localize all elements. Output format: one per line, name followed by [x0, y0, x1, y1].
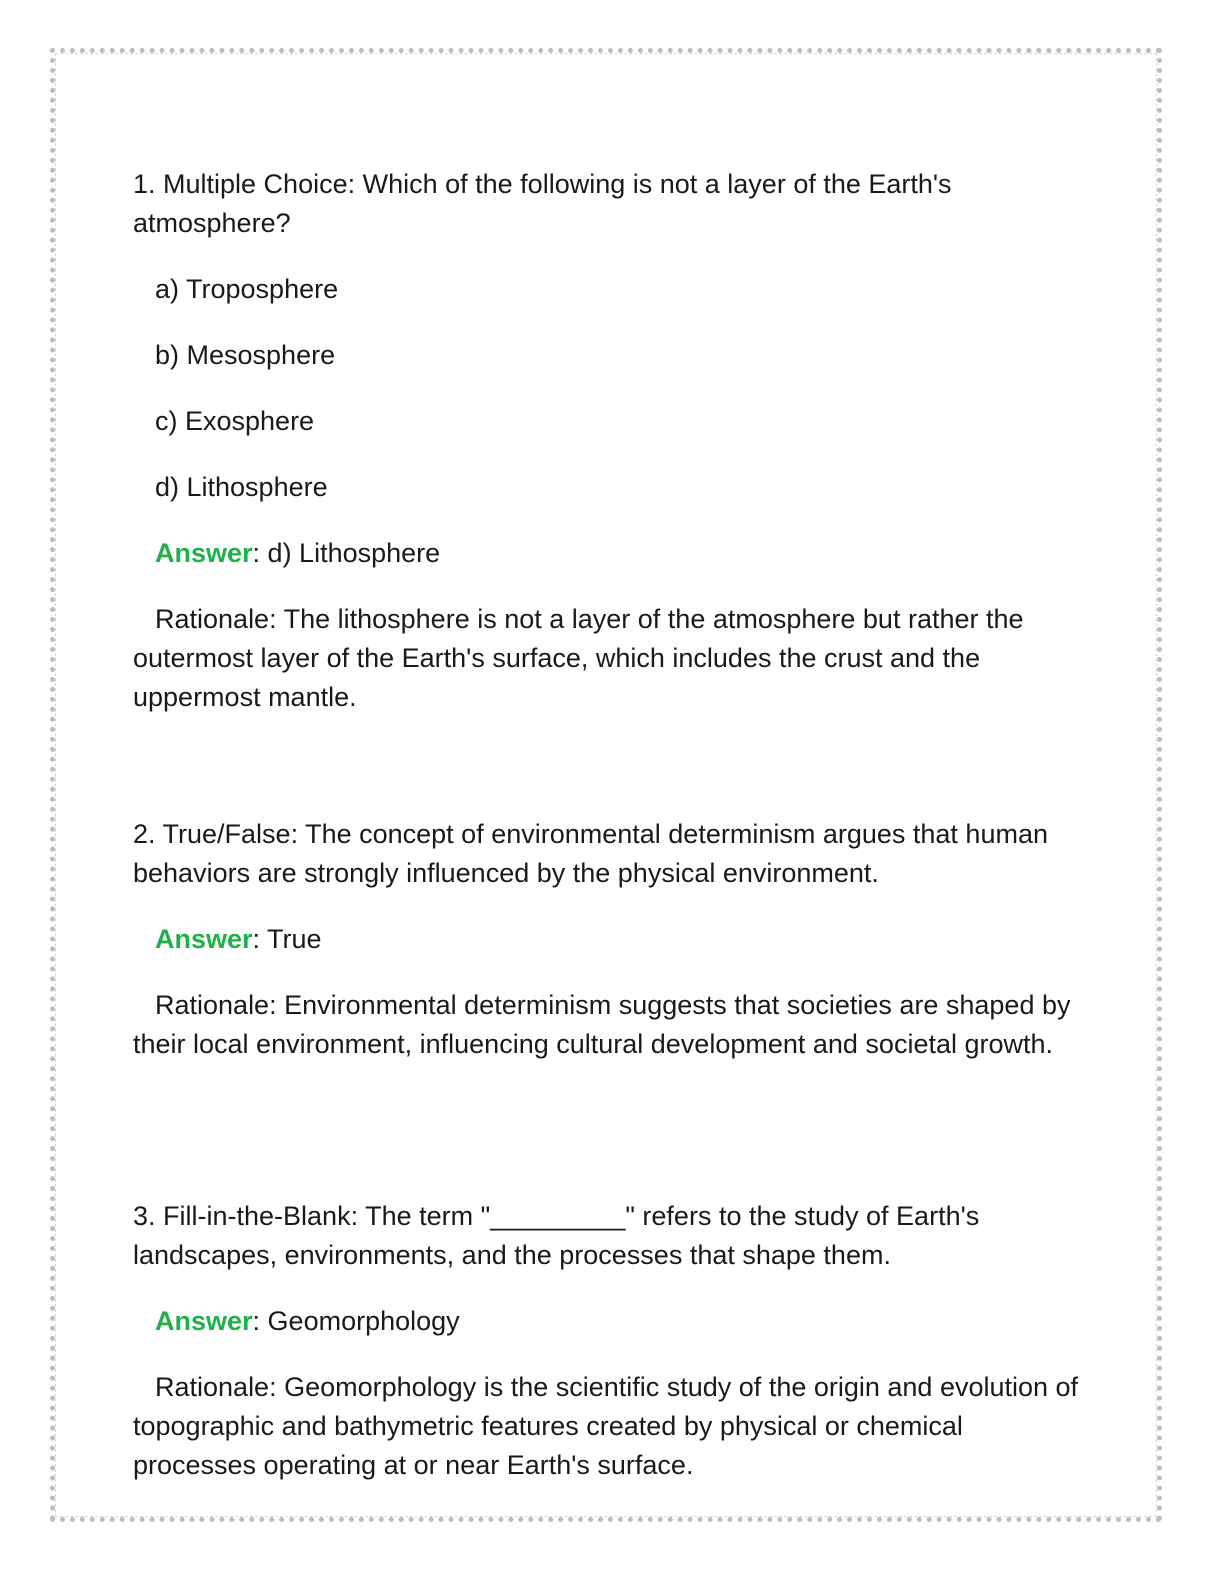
question-2-rationale: Rationale: Environmental determinism suggests that societies are shaped by their local environment, influencing cultural development and societal growth. — [133, 990, 1071, 1059]
question-3-block — [133, 1197, 1093, 1485]
question-2-block — [133, 815, 1093, 1064]
answer-label: Answer — [155, 924, 253, 954]
answer-label: Answer — [155, 538, 253, 568]
document-content — [133, 165, 1093, 1480]
answer-value: : d) Lithosphere — [252, 538, 441, 568]
question-3-text: 3. Fill-in-the-Blank: The term "_________" refers to the study of Earth's landscapes, environments, and the processes that shape them. — [133, 1201, 980, 1270]
question-1-answer — [155, 534, 1093, 573]
question-2-text: 2. True/False: The concept of environmental determinism argues that human behaviors are strongly influenced by the physical environment. — [133, 819, 1048, 888]
question-1-option-a: a) Troposphere — [155, 274, 339, 304]
answer-value: : True — [252, 924, 322, 954]
question-3-rationale: Rationale: Geomorphology is the scientific study of the origin and evolution of topographic and bathymetric features created by physical or chemical processes operating at or near Earth's surface. — [133, 1372, 1079, 1480]
question-3-answer — [155, 1302, 1093, 1341]
question-2-answer — [155, 920, 1093, 959]
question-1-option-c: c) Exosphere — [155, 406, 315, 436]
question-1-option-b: b) Mesosphere — [155, 340, 336, 370]
question-1-option-d: d) Lithosphere — [155, 472, 328, 502]
question-1-block — [133, 165, 1093, 717]
question-1-text: 1. Multiple Choice: Which of the following is not a layer of the Earth's atmosphere? — [133, 169, 952, 238]
answer-label: Answer — [155, 1306, 253, 1336]
question-1-rationale: Rationale: The lithosphere is not a layer of the atmosphere but rather the outermost layer of the Earth's surface, which includes the crust and the uppermost mantle. — [133, 604, 1024, 712]
answer-value: : Geomorphology — [252, 1306, 460, 1336]
